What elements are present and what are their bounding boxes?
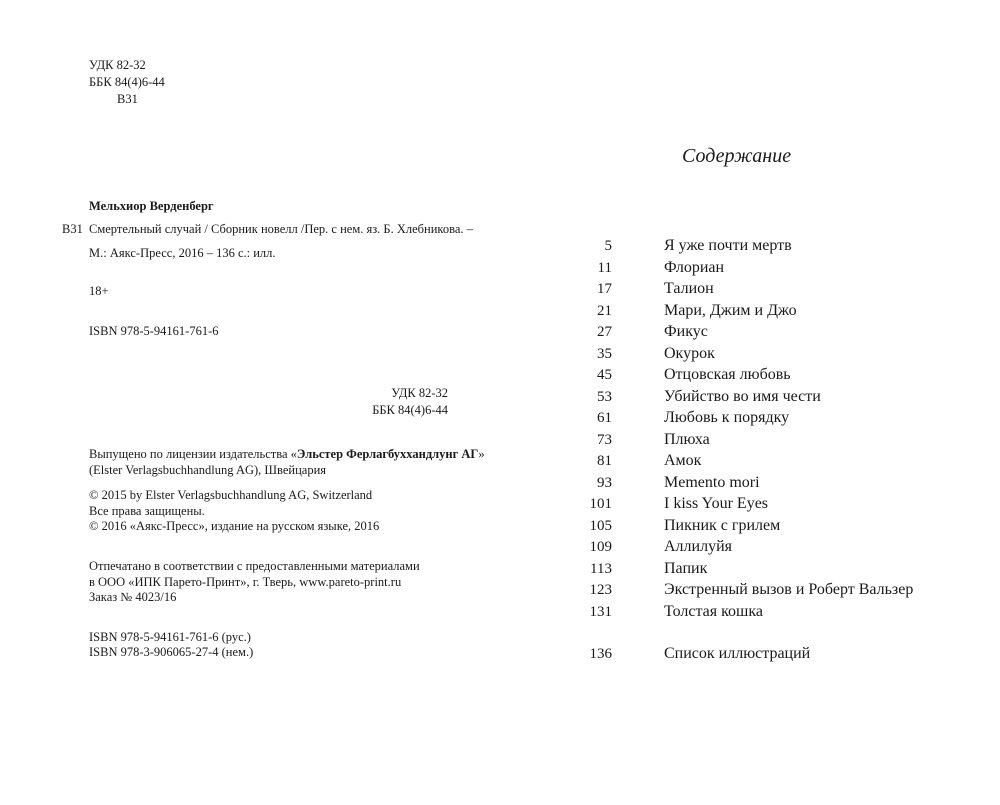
toc-entry-title: Папик bbox=[664, 559, 708, 577]
toc-entry-title: Я уже почти мертв bbox=[664, 237, 792, 254]
toc-entry-title: Фикус bbox=[664, 323, 708, 340]
isbn-ru: ISBN 978-5-94161-761-6 (рус.) bbox=[89, 630, 251, 644]
license-prefix: Выпущено по лицензии издательства « bbox=[89, 447, 297, 461]
toc-page-number: 81 bbox=[597, 453, 612, 469]
toc-page-number: 21 bbox=[597, 302, 612, 319]
toc-entry-title: Любовь к порядку bbox=[664, 409, 790, 426]
toc-entry-title: Убийство во имя чести bbox=[664, 387, 821, 405]
author-code: В31 bbox=[117, 92, 138, 106]
toc-page-number: 105 bbox=[589, 517, 612, 534]
toc-entry-title: Отцовская любовь bbox=[664, 366, 791, 383]
toc-entry-title: Мари, Джим и Джо bbox=[664, 301, 797, 319]
toc-page-number: 109 bbox=[589, 539, 612, 555]
toc-entry-title: Флориан bbox=[664, 258, 725, 276]
biblio-line-2: М.: Аякс-Пресс, 2016 – 136 с.: илл. bbox=[89, 246, 276, 260]
license-line-1 bbox=[89, 447, 485, 462]
udk-code: УДК 82-32 bbox=[89, 58, 146, 72]
toc-page-number: 53 bbox=[597, 388, 612, 405]
toc-entry-title: Аллилуйя bbox=[664, 538, 732, 555]
toc-page-number: 93 bbox=[597, 474, 612, 491]
isbn: ISBN 978-5-94161-761-6 bbox=[89, 324, 219, 338]
biblio-code: В31 bbox=[62, 222, 83, 236]
toc-page-number: 61 bbox=[597, 410, 612, 426]
udk-code-2: УДК 82-32 bbox=[391, 386, 448, 400]
toc-entry-title: I kiss Your Eyes bbox=[664, 495, 769, 512]
toc-final-title: Список иллюстраций bbox=[664, 645, 811, 662]
license-line-2: (Elster Verlagsbuchhandlung AG), Швейцария bbox=[89, 463, 327, 477]
toc-entry-title: Амок bbox=[664, 452, 702, 469]
age-rating: 18+ bbox=[89, 284, 109, 298]
toc-page-number: 131 bbox=[589, 603, 612, 620]
toc-page-number: 45 bbox=[597, 367, 612, 383]
bbk-code-2: ББК 84(4)6-44 bbox=[372, 403, 448, 417]
toc-page-number: 27 bbox=[597, 324, 612, 340]
toc-entry-title: Окурок bbox=[664, 344, 715, 362]
toc-final-page: 136 bbox=[589, 646, 612, 662]
bbk-code: ББК 84(4)6-44 bbox=[89, 75, 165, 89]
print-line-1: Отпечатано в соответствии с предоставленными материалами bbox=[89, 559, 420, 573]
toc-page-number: 73 bbox=[597, 431, 612, 448]
biblio-line-1: Смертельный случай / Сборник новелл /Пер. с нем. яз. Б. Хлебникова. – bbox=[89, 222, 473, 236]
toc-page-number: 11 bbox=[597, 259, 612, 276]
license-suffix: » bbox=[478, 447, 485, 461]
copyright-line-2: Все права защищены. bbox=[89, 504, 205, 518]
print-line-2: в ООО «ИПК Парето-Принт», г. Тверь, www.pareto-print.ru bbox=[89, 575, 402, 589]
toc-entry-title: Толстая кошка bbox=[664, 602, 764, 620]
toc-entry-title: Талион bbox=[664, 280, 714, 297]
toc-title: Содержание bbox=[682, 145, 792, 167]
toc-page-number: 101 bbox=[589, 496, 612, 512]
toc-page-number: 5 bbox=[604, 238, 612, 254]
author-name: Мельхиор Верденберг bbox=[89, 199, 214, 213]
copyright-line-1: © 2015 by Elster Verlagsbuchhandlung AG, Switzerland bbox=[89, 488, 373, 502]
toc-page-number: 35 bbox=[597, 345, 612, 362]
print-line-3: Заказ № 4023/16 bbox=[89, 590, 177, 604]
isbn-de: ISBN 978-3-906065-27-4 (нем.) bbox=[89, 645, 254, 659]
license-publisher: Эльстер Ферлагбуххандлунг АГ bbox=[296, 447, 479, 461]
copyright-line-3: © 2016 «Аякс-Пресс», издание на русском языке, 2016 bbox=[89, 519, 380, 533]
toc-entry-title: Плюха bbox=[664, 430, 710, 448]
toc-page-number: 17 bbox=[597, 281, 612, 297]
toc-entry-title: Memento mori bbox=[664, 473, 760, 491]
toc-entry-title: Пикник с грилем bbox=[664, 516, 781, 534]
toc-page-number: 123 bbox=[589, 582, 612, 598]
toc-page-number: 113 bbox=[590, 560, 612, 577]
toc-entry-title: Экстренный вызов и Роберт Вальзер bbox=[664, 581, 914, 598]
